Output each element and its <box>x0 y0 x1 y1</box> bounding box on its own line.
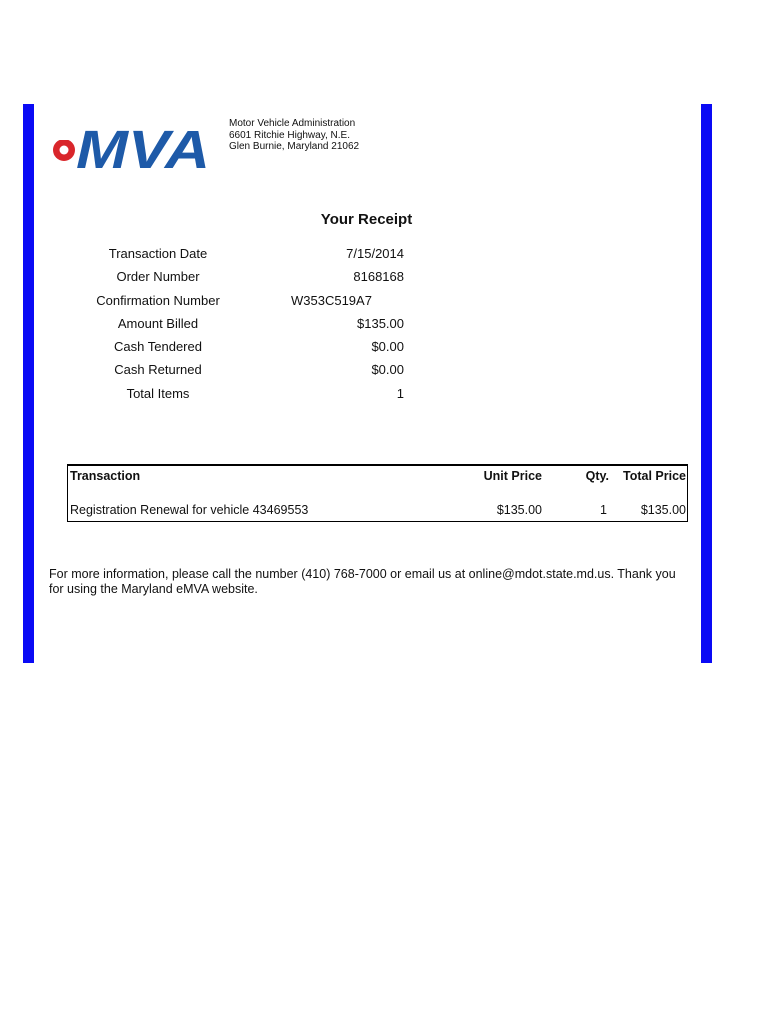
summary-value: $135.00 <box>357 316 404 331</box>
mva-logo <box>50 118 212 172</box>
left-border-bar <box>23 104 34 663</box>
table-cell-qty: 1 <box>600 503 607 517</box>
column-header-unit-price: Unit Price <box>483 469 542 483</box>
summary-value: $0.00 <box>371 362 404 377</box>
receipt-title: Your Receipt <box>320 211 413 228</box>
address-line: Motor Vehicle Administration <box>229 118 356 129</box>
column-header-qty: Qty. <box>585 469 609 483</box>
summary-value: 8168168 <box>353 269 404 284</box>
summary-row-amount-billed <box>0 316 768 336</box>
summary-label: Order Number <box>116 269 200 284</box>
summary-label: Transaction Date <box>108 246 208 261</box>
table-cell-unit-price: $135.00 <box>496 503 542 517</box>
summary-row-cash-tendered <box>0 339 768 359</box>
agency-address <box>229 118 359 153</box>
summary-label: Total Items <box>126 386 190 401</box>
summary-label: Cash Tendered <box>114 339 202 354</box>
summary-row-confirmation-number <box>0 293 768 313</box>
summary-value: 1 <box>396 386 404 401</box>
logo-wordmark: MVA <box>76 120 210 172</box>
summary-label: Cash Returned <box>114 362 202 377</box>
address-line: Glen Burnie, Maryland 21062 <box>229 141 360 152</box>
summary-value: 7/15/2014 <box>346 246 404 261</box>
summary-row-transaction-date <box>0 246 768 266</box>
column-header-total-price: Total Price <box>623 469 686 483</box>
table-cell-total-price: $135.00 <box>640 503 686 517</box>
summary-row-total-items <box>0 386 768 406</box>
transaction-table <box>67 464 688 522</box>
summary-row-cash-returned <box>0 362 768 382</box>
table-cell-transaction: Registration Renewal for vehicle 43469553 <box>70 503 309 517</box>
summary-label: Confirmation Number <box>96 293 220 308</box>
summary-value: W353C519A7 <box>291 293 372 308</box>
summary-value: $0.00 <box>371 339 404 354</box>
summary-row-order-number <box>0 269 768 289</box>
logo-emblem-icon <box>53 135 75 161</box>
column-header-transaction: Transaction <box>70 469 141 483</box>
right-border-bar <box>701 104 712 663</box>
address-line: 6601 Ritchie Highway, N.E. <box>229 129 350 141</box>
summary-label: Amount Billed <box>117 316 199 331</box>
footer-info-text: For more information, please call the number (410) 768-7000 or email us at online@mdot.state.md.us. Thank you for using the Maryland eMVA website. <box>49 567 676 596</box>
